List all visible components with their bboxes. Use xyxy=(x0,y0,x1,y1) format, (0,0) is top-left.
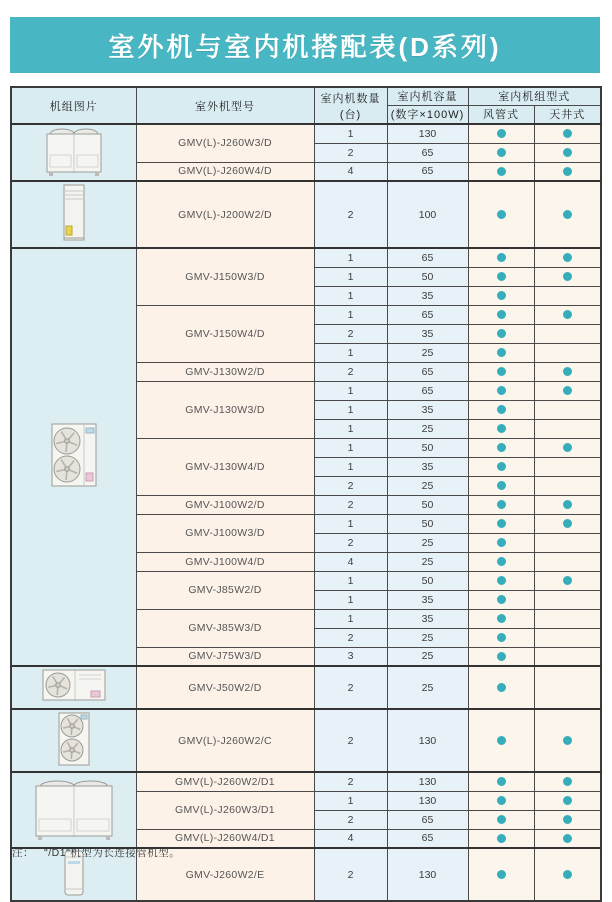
duct-supported-dot-icon xyxy=(497,329,506,338)
indoor-capacity-cell: 130 xyxy=(387,124,468,143)
cassette-supported-dot-icon xyxy=(563,210,572,219)
indoor-qty-cell: 1 xyxy=(314,400,387,419)
outdoor-model-cell: GMV-J85W2/D xyxy=(136,571,314,609)
cassette-type-cell xyxy=(534,124,601,143)
duct-type-cell xyxy=(468,810,534,829)
outdoor-model-cell: GMV-J130W4/D xyxy=(136,438,314,495)
duct-supported-dot-icon xyxy=(497,424,506,433)
footnote xyxy=(12,845,592,860)
matching-table xyxy=(10,86,602,902)
indoor-qty-cell: 4 xyxy=(314,552,387,571)
unit-image-cell xyxy=(11,181,136,248)
outdoor-model-cell: GMV-J100W2/D xyxy=(136,495,314,514)
page-title: 室外机与室内机搭配表(D系列) xyxy=(108,31,502,62)
duct-supported-dot-icon xyxy=(497,777,506,786)
duct-type-cell xyxy=(468,419,534,438)
cassette-supported-dot-icon xyxy=(563,386,572,395)
footnote-label: 注： xyxy=(12,847,34,859)
duct-supported-dot-icon xyxy=(497,481,506,490)
indoor-qty-cell: 1 xyxy=(314,609,387,628)
cassette-type-cell xyxy=(534,495,601,514)
duct-type-cell xyxy=(468,381,534,400)
indoor-capacity-cell: 50 xyxy=(387,267,468,286)
cassette-supported-dot-icon xyxy=(563,272,572,281)
indoor-qty-cell: 2 xyxy=(314,143,387,162)
indoor-capacity-cell: 25 xyxy=(387,343,468,362)
cassette-supported-dot-icon xyxy=(563,796,572,805)
duct-type-cell xyxy=(468,628,534,647)
duct-type-cell xyxy=(468,362,534,381)
duct-supported-dot-icon xyxy=(497,815,506,824)
indoor-qty-cell: 2 xyxy=(314,772,387,791)
indoor-qty-cell: 1 xyxy=(314,381,387,400)
outdoor-model-cell: GMV-J150W3/D xyxy=(136,248,314,305)
duct-supported-dot-icon xyxy=(497,443,506,452)
cassette-type-cell xyxy=(534,181,601,248)
header-capacity-unit: (数字×100W) xyxy=(387,105,468,124)
duct-type-cell xyxy=(468,647,534,666)
indoor-capacity-cell: 35 xyxy=(387,609,468,628)
duct-supported-dot-icon xyxy=(497,614,506,623)
duct-supported-dot-icon xyxy=(497,253,506,262)
header-cassette-type: 天井式 xyxy=(534,105,601,124)
duct-type-cell xyxy=(468,248,534,267)
indoor-qty-cell: 1 xyxy=(314,438,387,457)
indoor-qty-cell: 2 xyxy=(314,628,387,647)
header-indoor-capacity: 室内机容量 xyxy=(387,87,468,105)
outdoor-unit-side-fan-icon xyxy=(41,667,107,705)
duct-type-cell xyxy=(468,286,534,305)
duct-supported-dot-icon xyxy=(497,348,506,357)
cassette-supported-dot-icon xyxy=(563,129,572,138)
cassette-supported-dot-icon xyxy=(563,870,572,879)
outdoor-model-cell: GMV-J50W2/D xyxy=(136,666,314,709)
duct-type-cell xyxy=(468,533,534,552)
table-row xyxy=(11,248,601,267)
cassette-type-cell xyxy=(534,381,601,400)
indoor-capacity-cell: 65 xyxy=(387,381,468,400)
cassette-type-cell xyxy=(534,810,601,829)
outdoor-model-cell: GMV-J75W3/D xyxy=(136,647,314,666)
duct-type-cell xyxy=(468,514,534,533)
outdoor-unit-dual-top-fan-large-icon xyxy=(32,777,116,841)
duct-supported-dot-icon xyxy=(497,652,506,661)
duct-supported-dot-icon xyxy=(497,683,506,692)
duct-type-cell xyxy=(468,457,534,476)
duct-type-cell xyxy=(468,267,534,286)
cassette-type-cell xyxy=(534,791,601,810)
duct-type-cell xyxy=(468,438,534,457)
outdoor-unit-dual-top-fan-icon xyxy=(43,125,105,177)
duct-type-cell xyxy=(468,400,534,419)
cassette-type-cell xyxy=(534,267,601,286)
indoor-qty-cell: 1 xyxy=(314,590,387,609)
indoor-capacity-cell: 35 xyxy=(387,457,468,476)
indoor-qty-cell: 2 xyxy=(314,476,387,495)
header-indoor-qty xyxy=(314,87,387,124)
indoor-capacity-cell: 65 xyxy=(387,810,468,829)
indoor-qty-cell: 1 xyxy=(314,267,387,286)
duct-supported-dot-icon xyxy=(497,633,506,642)
cassette-supported-dot-icon xyxy=(563,815,572,824)
duct-type-cell xyxy=(468,162,534,181)
duct-type-cell xyxy=(468,571,534,590)
duct-type-cell xyxy=(468,791,534,810)
duct-supported-dot-icon xyxy=(497,870,506,879)
cassette-supported-dot-icon xyxy=(563,253,572,262)
cassette-type-cell xyxy=(534,609,601,628)
cassette-type-cell xyxy=(534,143,601,162)
indoor-qty-cell: 1 xyxy=(314,457,387,476)
cassette-supported-dot-icon xyxy=(563,777,572,786)
cassette-type-cell xyxy=(534,647,601,666)
footnote-text: "/D1"机型为长连接管机型。 xyxy=(44,847,181,859)
duct-supported-dot-icon xyxy=(497,557,506,566)
outdoor-model-cell: GMV-J100W4/D xyxy=(136,552,314,571)
duct-type-cell xyxy=(468,590,534,609)
indoor-capacity-cell: 50 xyxy=(387,571,468,590)
duct-type-cell xyxy=(468,495,534,514)
duct-supported-dot-icon xyxy=(497,272,506,281)
duct-type-cell xyxy=(468,552,534,571)
duct-type-cell xyxy=(468,143,534,162)
indoor-qty-cell: 2 xyxy=(314,362,387,381)
header-unit-image: 机组图片 xyxy=(11,87,136,124)
duct-supported-dot-icon xyxy=(497,796,506,805)
outdoor-model-cell: GMV(L)-J260W4/D1 xyxy=(136,829,314,848)
outdoor-model-cell: GMV-J85W3/D xyxy=(136,609,314,647)
cassette-supported-dot-icon xyxy=(563,736,572,745)
cassette-type-cell xyxy=(534,552,601,571)
outdoor-model-cell: GMV(L)-J260W2/D1 xyxy=(136,772,314,791)
table-row xyxy=(11,709,601,772)
unit-image-cell xyxy=(11,666,136,709)
cassette-supported-dot-icon xyxy=(563,367,572,376)
indoor-capacity-cell: 25 xyxy=(387,647,468,666)
cassette-type-cell xyxy=(534,476,601,495)
outdoor-model-cell: GMV-J130W2/D xyxy=(136,362,314,381)
cassette-supported-dot-icon xyxy=(563,443,572,452)
indoor-qty-cell: 1 xyxy=(314,571,387,590)
cassette-type-cell xyxy=(534,666,601,709)
cassette-type-cell xyxy=(534,590,601,609)
outdoor-model-cell: GMV(L)-J260W3/D1 xyxy=(136,791,314,829)
outdoor-model-cell: GMV(L)-J260W3/D xyxy=(136,124,314,162)
indoor-qty-cell: 2 xyxy=(314,709,387,772)
duct-supported-dot-icon xyxy=(497,834,506,843)
outdoor-model-cell: GMV-J130W3/D xyxy=(136,381,314,438)
duct-supported-dot-icon xyxy=(497,519,506,528)
indoor-capacity-cell: 25 xyxy=(387,476,468,495)
duct-type-cell xyxy=(468,324,534,343)
duct-supported-dot-icon xyxy=(497,595,506,604)
unit-image-cell xyxy=(11,124,136,181)
header-row-1 xyxy=(11,87,601,105)
cassette-supported-dot-icon xyxy=(563,148,572,157)
cassette-type-cell xyxy=(534,514,601,533)
indoor-qty-cell: 1 xyxy=(314,343,387,362)
cassette-type-cell xyxy=(534,772,601,791)
outdoor-model-cell: GMV(L)-J200W2/D xyxy=(136,181,314,248)
duct-supported-dot-icon xyxy=(497,538,506,547)
cassette-supported-dot-icon xyxy=(563,310,572,319)
indoor-qty-cell: 2 xyxy=(314,533,387,552)
table-row xyxy=(11,666,601,709)
matching-table-body xyxy=(11,87,601,901)
indoor-capacity-cell: 130 xyxy=(387,848,468,901)
indoor-capacity-cell: 65 xyxy=(387,305,468,324)
indoor-capacity-cell: 25 xyxy=(387,628,468,647)
cassette-supported-dot-icon xyxy=(563,519,572,528)
table-row xyxy=(11,181,601,248)
indoor-capacity-cell: 35 xyxy=(387,400,468,419)
unit-image-cell xyxy=(11,772,136,848)
indoor-capacity-cell: 65 xyxy=(387,162,468,181)
indoor-qty-cell: 2 xyxy=(314,666,387,709)
indoor-qty-cell: 1 xyxy=(314,305,387,324)
outdoor-unit-two-front-fans-icon xyxy=(49,421,99,491)
duct-supported-dot-icon xyxy=(497,210,506,219)
indoor-capacity-cell: 35 xyxy=(387,286,468,305)
cassette-supported-dot-icon xyxy=(563,576,572,585)
duct-type-cell xyxy=(468,181,534,248)
indoor-capacity-cell: 35 xyxy=(387,324,468,343)
duct-supported-dot-icon xyxy=(497,405,506,414)
indoor-capacity-cell: 25 xyxy=(387,419,468,438)
duct-type-cell xyxy=(468,343,534,362)
indoor-capacity-cell: 65 xyxy=(387,248,468,267)
indoor-capacity-cell: 25 xyxy=(387,533,468,552)
cassette-type-cell xyxy=(534,248,601,267)
indoor-capacity-cell: 130 xyxy=(387,709,468,772)
cassette-type-cell xyxy=(534,362,601,381)
duct-supported-dot-icon xyxy=(497,129,506,138)
duct-type-cell xyxy=(468,709,534,772)
page-title-bar xyxy=(10,17,600,73)
indoor-capacity-cell: 35 xyxy=(387,590,468,609)
cassette-supported-dot-icon xyxy=(563,500,572,509)
duct-supported-dot-icon xyxy=(497,386,506,395)
indoor-capacity-cell: 65 xyxy=(387,829,468,848)
indoor-capacity-cell: 130 xyxy=(387,772,468,791)
duct-type-cell xyxy=(468,772,534,791)
outdoor-model-cell: GMV(L)-J260W4/D xyxy=(136,162,314,181)
cassette-type-cell xyxy=(534,162,601,181)
indoor-qty-cell: 1 xyxy=(314,791,387,810)
indoor-qty-cell: 2 xyxy=(314,181,387,248)
duct-supported-dot-icon xyxy=(497,167,506,176)
unit-image-cell xyxy=(11,248,136,666)
cassette-type-cell xyxy=(534,457,601,476)
duct-type-cell xyxy=(468,666,534,709)
header-indoor-qty-line1: 室内机数量 xyxy=(320,92,381,105)
cassette-supported-dot-icon xyxy=(563,167,572,176)
indoor-qty-cell: 2 xyxy=(314,324,387,343)
duct-supported-dot-icon xyxy=(497,576,506,585)
duct-supported-dot-icon xyxy=(497,310,506,319)
outdoor-unit-tall-cabinet-icon xyxy=(59,182,89,244)
outdoor-model-cell: GMV(L)-J260W2/C xyxy=(136,709,314,772)
indoor-capacity-cell: 65 xyxy=(387,143,468,162)
indoor-capacity-cell: 25 xyxy=(387,552,468,571)
duct-type-cell xyxy=(468,124,534,143)
outdoor-model-cell: GMV-J150W4/D xyxy=(136,305,314,362)
outdoor-model-cell: GMV-J260W2/E xyxy=(136,848,314,901)
indoor-qty-cell: 4 xyxy=(314,829,387,848)
indoor-capacity-cell: 50 xyxy=(387,514,468,533)
indoor-capacity-cell: 50 xyxy=(387,438,468,457)
cassette-type-cell xyxy=(534,438,601,457)
indoor-qty-cell: 1 xyxy=(314,419,387,438)
cassette-supported-dot-icon xyxy=(563,834,572,843)
duct-supported-dot-icon xyxy=(497,367,506,376)
duct-type-cell xyxy=(468,609,534,628)
indoor-capacity-cell: 65 xyxy=(387,362,468,381)
duct-supported-dot-icon xyxy=(497,462,506,471)
header-outdoor-model: 室外机型号 xyxy=(136,87,314,124)
cassette-type-cell xyxy=(534,400,601,419)
header-indoor-type-group: 室内机组型式 xyxy=(468,87,601,105)
table-row xyxy=(11,772,601,791)
cassette-type-cell xyxy=(534,286,601,305)
duct-supported-dot-icon xyxy=(497,291,506,300)
cassette-type-cell xyxy=(534,709,601,772)
indoor-qty-cell: 3 xyxy=(314,647,387,666)
outdoor-model-cell: GMV-J100W3/D xyxy=(136,514,314,552)
indoor-qty-cell: 2 xyxy=(314,810,387,829)
indoor-qty-cell: 4 xyxy=(314,162,387,181)
table-row xyxy=(11,124,601,143)
outdoor-unit-two-stacked-fans-icon xyxy=(55,710,93,768)
cassette-type-cell xyxy=(534,533,601,552)
indoor-qty-cell: 1 xyxy=(314,514,387,533)
indoor-capacity-cell: 50 xyxy=(387,495,468,514)
indoor-qty-cell: 1 xyxy=(314,248,387,267)
header-indoor-qty-line2: (台) xyxy=(339,108,362,121)
duct-supported-dot-icon xyxy=(497,736,506,745)
indoor-capacity-cell: 130 xyxy=(387,791,468,810)
indoor-qty-cell: 1 xyxy=(314,124,387,143)
header-duct-type: 风管式 xyxy=(468,105,534,124)
duct-supported-dot-icon xyxy=(497,500,506,509)
cassette-type-cell xyxy=(534,628,601,647)
cassette-type-cell xyxy=(534,324,601,343)
indoor-capacity-cell: 100 xyxy=(387,181,468,248)
indoor-qty-cell: 1 xyxy=(314,286,387,305)
cassette-type-cell xyxy=(534,571,601,590)
indoor-qty-cell: 2 xyxy=(314,495,387,514)
cassette-type-cell xyxy=(534,305,601,324)
duct-supported-dot-icon xyxy=(497,148,506,157)
duct-type-cell xyxy=(468,305,534,324)
duct-type-cell xyxy=(468,476,534,495)
indoor-qty-cell: 2 xyxy=(314,848,387,901)
indoor-capacity-cell: 25 xyxy=(387,666,468,709)
cassette-type-cell xyxy=(534,419,601,438)
unit-image-cell xyxy=(11,709,136,772)
cassette-type-cell xyxy=(534,343,601,362)
